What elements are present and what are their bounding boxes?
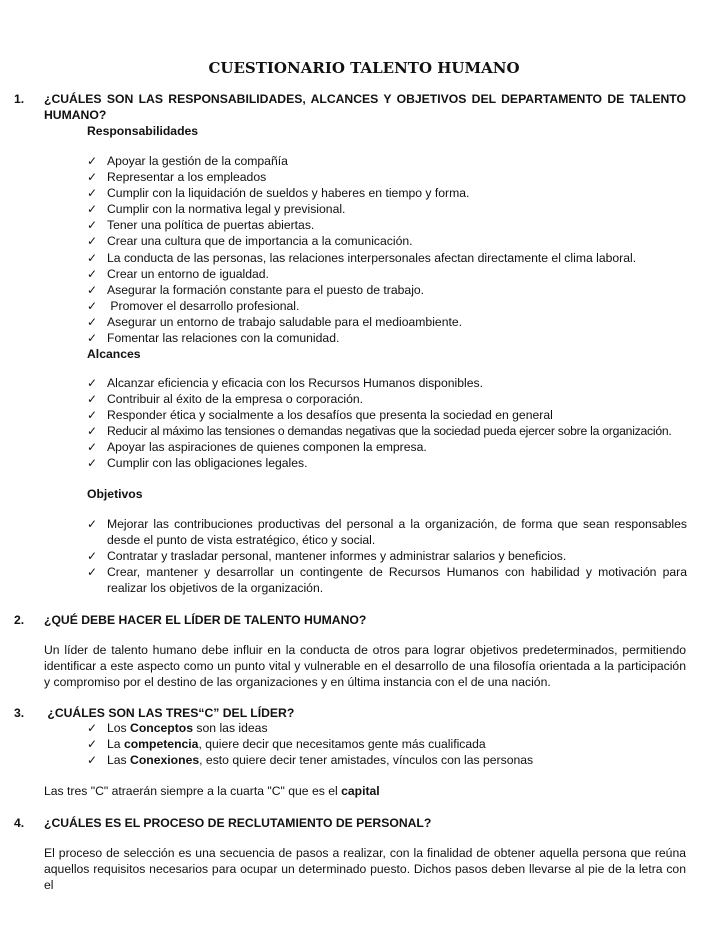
check-icon: ✓ [87, 314, 98, 329]
list-item: ✓ Promover el desarrollo profesional. [87, 298, 300, 313]
responsabilidades-heading: Responsabilidades [87, 124, 199, 138]
question-number: 2. [14, 613, 25, 627]
list-item: ✓ Apoyar la gestión de la compañía [87, 154, 288, 168]
list-item: ✓ Tener una política de puertas abiertas. [87, 218, 315, 233]
question-text: ¿CUÁLES ES EL PROCESO DE RECLUTAMIENTO DE PERSONAL? [44, 816, 432, 830]
question-text: ¿QUÉ DEBE HACER EL LÍDER DE TALENTO HUMANO? [44, 613, 367, 627]
question-number: 4. [14, 816, 25, 830]
alcances-list [87, 375, 687, 472]
check-icon: ✓ [87, 517, 98, 531]
check-icon: ✓ [87, 298, 98, 313]
check-icon: ✓ [87, 234, 98, 249]
check-icon: ✓ [87, 331, 98, 346]
list-item: ✓ Contratar y trasladar personal, mantener informes y administrar salarios y beneficios. [87, 549, 567, 564]
check-icon: ✓ [87, 392, 98, 407]
list-item: ✓ Las Conexiones, esto quiere decir tener amistades, vínculos con las personas [87, 753, 534, 768]
tres-c-list [87, 720, 687, 768]
list-item: ✓ Alcanzar eficiencia y eficacia con los Recursos Humanos disponibles. [87, 376, 483, 390]
alcances-heading: Alcances [87, 347, 141, 361]
closing-line: Las tres "C" atraerán siempre a la cuarta "C" que es el capital [44, 784, 380, 798]
list-item: ✓ Reducir al máximo las tensiones o demandas negativas que la sociedad pueda ejercer sobre la organización. [87, 424, 672, 439]
check-icon: ✓ [87, 250, 98, 265]
list-item: ✓ Asegurar un entorno de trabajo saludable para el medioambiente. [87, 314, 463, 329]
question-number: 1. [14, 92, 25, 106]
list-item: ✓ Asegurar la formación constante para el puesto de trabajo. [87, 282, 425, 297]
check-icon: ✓ [87, 721, 98, 735]
question-text: ¿CUÁLES SON LAS TRES“C” DEL LÍDER? [44, 706, 295, 720]
check-icon: ✓ [87, 408, 98, 423]
check-icon: ✓ [87, 753, 98, 768]
check-icon: ✓ [87, 282, 98, 297]
objetivos-list [87, 516, 687, 596]
check-icon: ✓ [87, 154, 98, 168]
list-item: ✓ La conducta de las personas, las relaciones interpersonales afectan directamente el clima laboral. [87, 250, 637, 265]
list-item: ✓ La competencia, quiere decir que necesitamos gente más cualificada [87, 737, 486, 752]
list-item: ✓ Crear, mantener y desarrollar un contingente de Recursos Humanos con habilidad y motivación para realizar los objetivos de la organización. [87, 565, 687, 596]
list-item: ✓ Fomentar las relaciones con la comunidad. [87, 331, 340, 346]
list-item: ✓ Contribuir al éxito de la empresa o corporación. [87, 392, 364, 407]
check-icon: ✓ [87, 202, 98, 217]
check-icon: ✓ [87, 565, 98, 580]
check-icon: ✓ [87, 440, 98, 455]
list-item: ✓ Crear un entorno de igualdad. [87, 266, 269, 281]
list-item: ✓ Apoyar las aspiraciones de quienes componen la empresa. [87, 440, 427, 455]
check-icon: ✓ [87, 456, 98, 471]
answer-paragraph: El proceso de selección es una secuencia de pasos a realizar, con la finalidad de obtener aquella persona que reúna aquellos requisitos necesarios para ocupar un determinado puesto. Dichos pasos deben llevarse al pie de la letra con el [44, 846, 686, 893]
list-item: ✓ Cumplir con la liquidación de sueldos y haberes en tiempo y forma. [87, 186, 470, 201]
check-icon: ✓ [87, 186, 98, 201]
list-item: ✓ Cumplir con las obligaciones legales. [87, 456, 308, 471]
check-icon: ✓ [87, 266, 98, 281]
document-title: CUESTIONARIO TALENTO HUMANO [208, 59, 520, 77]
check-icon: ✓ [87, 737, 98, 752]
objetivos-heading: Objetivos [87, 487, 143, 501]
question-text: ¿CUÁLES SON LAS RESPONSABILIDADES, ALCANCES Y OBJETIVOS DEL DEPARTAMENTO DE TALENTO HUMANO? [44, 92, 686, 123]
list-item: ✓ Representar a los empleados [87, 170, 267, 185]
list-item: ✓ Cumplir con la normativa legal y previsional. [87, 202, 346, 217]
check-icon: ✓ [87, 376, 98, 390]
responsabilidades-list [87, 153, 687, 346]
list-item: ✓ Crear una cultura que de importancia a la comunicación. [87, 234, 413, 249]
check-icon: ✓ [87, 218, 98, 233]
list-item: ✓ Responder ética y socialmente a los desafíos que presenta la sociedad en general [87, 408, 553, 423]
check-icon: ✓ [87, 549, 98, 564]
check-icon: ✓ [87, 170, 98, 185]
question-number: 3. [14, 706, 25, 720]
answer-paragraph: Un líder de talento humano debe influir en la conducta de otros para lograr objetivos predeterminados, permitiendo identificar a este aspecto como un punto vital y vulnerable en el desarrollo de una filosofía orientada a la participación y compromiso por el destino de las organizaciones y en última instancia con el de una nación. [44, 643, 686, 690]
check-icon: ✓ [87, 424, 98, 439]
list-item: ✓ Mejorar las contribuciones productivas del personal a la organización, de forma que sean responsables desde el punto de vista estratégico, ético y social. [87, 517, 687, 548]
list-item: ✓ Los Conceptos son las ideas [87, 721, 268, 735]
